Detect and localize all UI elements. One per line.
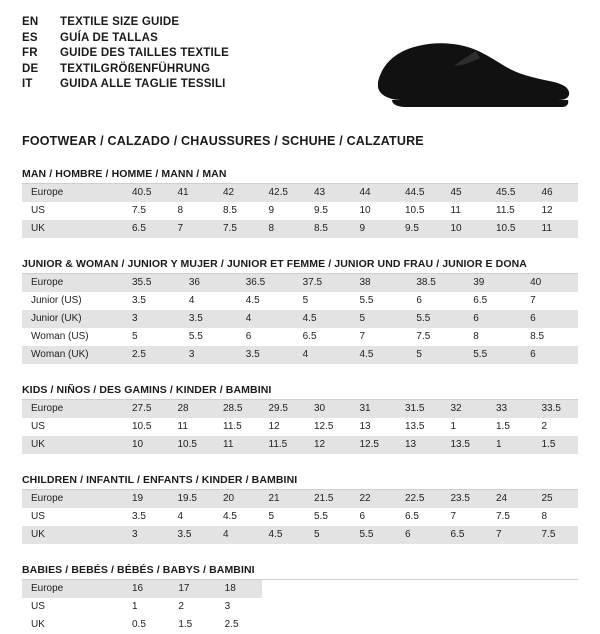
size-cell: 11: [214, 436, 260, 454]
language-code: EN: [22, 16, 39, 28]
size-cell: 31.5: [396, 400, 442, 418]
size-cell: 22.5: [396, 490, 442, 508]
language-title: TEXTILE SIZE GUIDE: [60, 16, 180, 28]
size-cell: 6: [521, 346, 578, 364]
table-row: [22, 490, 578, 508]
row-label: Woman (US): [22, 328, 123, 346]
size-cell: 8: [464, 328, 521, 346]
row-label: Europe: [22, 274, 123, 292]
size-cell: 12: [305, 436, 351, 454]
size-cell: 12.5: [351, 436, 397, 454]
size-cell: 23.5: [442, 490, 488, 508]
size-cell: 1.5: [169, 616, 215, 634]
size-cell: 1: [123, 598, 169, 616]
row-label: Woman (UK): [22, 346, 123, 364]
size-cell: 20: [214, 490, 260, 508]
section-title-man: MAN / HOMBRE / HOMME / MANN / MAN: [22, 168, 578, 184]
row-label: Europe: [22, 490, 123, 508]
table-row: [22, 526, 578, 544]
size-table-body: [22, 184, 578, 238]
size-cell: 5.5: [351, 292, 408, 310]
size-cell: 4.5: [294, 310, 351, 328]
row-label: UK: [22, 526, 123, 544]
size-cell: 39: [464, 274, 521, 292]
language-code: IT: [22, 78, 33, 90]
language-row: [22, 32, 229, 48]
size-cell: 5.5: [180, 328, 237, 346]
section-title-children: CHILDREN / INFANTIL / ENFANTS / KINDER / BAMBINI: [22, 474, 578, 490]
row-label: Junior (US): [22, 292, 123, 310]
size-cell: 29.5: [260, 400, 306, 418]
size-cell: 6: [464, 310, 521, 328]
size-table-children: [22, 490, 578, 544]
language-title: GUÍA DE TALLAS: [60, 31, 158, 44]
size-cell: 45.5: [487, 184, 533, 202]
size-cell: 16: [123, 580, 169, 598]
size-cell: 46: [533, 184, 579, 202]
size-cell: 5: [351, 310, 408, 328]
table-row: [22, 580, 262, 598]
language-row: [22, 47, 229, 63]
size-cell: 13.5: [442, 436, 488, 454]
table-row: [22, 436, 578, 454]
size-cell: 18: [216, 580, 262, 598]
size-cell: 41: [169, 184, 215, 202]
size-cell: 4: [294, 346, 351, 364]
language-row: [22, 16, 229, 32]
row-label: UK: [22, 436, 123, 454]
language-code: DE: [22, 62, 39, 75]
size-cell: 44: [351, 184, 397, 202]
size-cell: 44.5: [396, 184, 442, 202]
size-cell: 2.5: [216, 616, 262, 634]
language-row: [22, 63, 229, 79]
table-row: [22, 184, 578, 202]
size-cell: 9: [351, 220, 397, 238]
size-cell: 11.5: [260, 436, 306, 454]
size-cell: 30: [305, 400, 351, 418]
size-cell: 8.5: [521, 328, 578, 346]
size-cell: 5: [123, 328, 180, 346]
size-cell: 6.5: [464, 292, 521, 310]
size-cell: 21.5: [305, 490, 351, 508]
size-cell: 6: [237, 328, 294, 346]
size-cell: 3.5: [237, 346, 294, 364]
size-cell: 11: [169, 418, 215, 436]
size-cell: 5.5: [407, 310, 464, 328]
section-title-junior-woman: JUNIOR & WOMAN / JUNIOR Y MUJER / JUNIOR ET FEMME / JUNIOR UND FRAU / JUNIOR E DONA: [22, 258, 578, 274]
size-cell: 38.5: [407, 274, 464, 292]
size-cell: 43: [305, 184, 351, 202]
table-row: [22, 598, 262, 616]
size-cell: 36.5: [237, 274, 294, 292]
size-cell: 40.5: [123, 184, 169, 202]
table-row: [22, 292, 578, 310]
size-cell: 9.5: [305, 202, 351, 220]
table-row: [22, 274, 578, 292]
size-cell: 6: [521, 310, 578, 328]
size-cell: 2: [533, 418, 579, 436]
language-row: [22, 78, 229, 94]
size-cell: 10.5: [169, 436, 215, 454]
size-cell: 4: [169, 508, 215, 526]
table-row: [22, 202, 578, 220]
size-cell: 13: [351, 418, 397, 436]
size-cell: 10: [442, 220, 488, 238]
table-row: [22, 220, 578, 238]
size-cell: 3: [216, 598, 262, 616]
size-table-junior-woman: [22, 274, 578, 364]
size-cell: 7: [521, 292, 578, 310]
size-cell: 2.5: [123, 346, 180, 364]
size-cell: 7.5: [487, 508, 533, 526]
size-cell: 6.5: [123, 220, 169, 238]
size-cell: 42: [214, 184, 260, 202]
size-table-body: [22, 400, 578, 454]
size-cell: 5: [305, 526, 351, 544]
size-cell: 10.5: [487, 220, 533, 238]
row-label: US: [22, 508, 123, 526]
size-cell: 3.5: [180, 310, 237, 328]
table-row: [22, 616, 262, 634]
size-cell: 24: [487, 490, 533, 508]
language-title-body: [22, 16, 229, 94]
language-code: ES: [22, 31, 38, 44]
size-cell: 8.5: [305, 220, 351, 238]
size-cell: 7: [487, 526, 533, 544]
row-label: US: [22, 418, 123, 436]
section-man: [22, 168, 578, 238]
size-cell: 7: [351, 328, 408, 346]
language-title: GUIDA ALLE TAGLIE TESSILI: [60, 78, 226, 90]
size-cell: 28.5: [214, 400, 260, 418]
size-cell: 6.5: [294, 328, 351, 346]
size-cell: 6: [396, 526, 442, 544]
size-cell: 28: [169, 400, 215, 418]
size-cell: 6: [351, 508, 397, 526]
size-cell: 6.5: [396, 508, 442, 526]
table-row: [22, 508, 578, 526]
size-cell: 4: [180, 292, 237, 310]
section-title-kids: KIDS / NIÑOS / DES GAMINS / KINDER / BAMBINI: [22, 384, 578, 400]
size-cell: 5: [407, 346, 464, 364]
size-cell: 37.5: [294, 274, 351, 292]
size-cell: 8: [169, 202, 215, 220]
size-cell: 10: [351, 202, 397, 220]
size-cell: 31: [351, 400, 397, 418]
size-table-man: [22, 184, 578, 238]
row-label: Europe: [22, 184, 123, 202]
table-row: [22, 418, 578, 436]
size-cell: 1.5: [533, 436, 579, 454]
size-cell: 40: [521, 274, 578, 292]
size-cell: 8.5: [214, 202, 260, 220]
size-cell: 21: [260, 490, 306, 508]
size-cell: 4.5: [351, 346, 408, 364]
row-label: UK: [22, 616, 123, 634]
size-cell: 11: [533, 220, 579, 238]
language-title: GUIDE DES TAILLES TEXTILE: [60, 47, 229, 59]
size-cell: 9: [260, 202, 306, 220]
size-cell: 33.5: [533, 400, 579, 418]
size-cell: 12: [533, 202, 579, 220]
size-cell: 11.5: [214, 418, 260, 436]
size-cell: 22: [351, 490, 397, 508]
row-label: Junior (UK): [22, 310, 123, 328]
size-cell: 45: [442, 184, 488, 202]
language-title-list: [22, 16, 229, 94]
size-cell: 8: [533, 508, 579, 526]
size-cell: 10.5: [396, 202, 442, 220]
size-cell: 4.5: [260, 526, 306, 544]
size-cell: 5: [294, 292, 351, 310]
size-cell: 1: [487, 436, 533, 454]
size-cell: 6.5: [442, 526, 488, 544]
size-cell: 3.5: [123, 292, 180, 310]
size-table-kids: [22, 400, 578, 454]
size-cell: 42.5: [260, 184, 306, 202]
size-table-body: [22, 490, 578, 544]
size-cell: 12: [260, 418, 306, 436]
size-cell: 19.5: [169, 490, 215, 508]
size-cell: 13: [396, 436, 442, 454]
table-row: [22, 346, 578, 364]
size-cell: 5: [260, 508, 306, 526]
size-cell: 3: [180, 346, 237, 364]
size-cell: 5.5: [464, 346, 521, 364]
size-cell: 7: [169, 220, 215, 238]
row-label: US: [22, 598, 123, 616]
size-cell: 1.5: [487, 418, 533, 436]
size-cell: 10.5: [123, 418, 169, 436]
size-cell: 25: [533, 490, 579, 508]
row-label: Europe: [22, 580, 123, 598]
language-code: FR: [22, 47, 38, 59]
category-title: FOOTWEAR / CALZADO / CHAUSSURES / SCHUHE / CALZATURE: [22, 134, 424, 148]
size-cell: 13.5: [396, 418, 442, 436]
size-cell: 27.5: [123, 400, 169, 418]
size-table-body: [22, 274, 578, 364]
size-cell: 11: [442, 202, 488, 220]
size-cell: 4.5: [214, 508, 260, 526]
dress-shoe-icon: [372, 34, 572, 120]
size-cell: 7: [442, 508, 488, 526]
size-cell: 7.5: [214, 220, 260, 238]
size-cell: 8: [260, 220, 306, 238]
size-cell: 0.5: [123, 616, 169, 634]
size-cell: 3.5: [169, 526, 215, 544]
table-row: [22, 310, 578, 328]
size-table-babies: [22, 580, 262, 634]
size-cell: 35.5: [123, 274, 180, 292]
section-kids: [22, 384, 578, 454]
size-cell: 36: [180, 274, 237, 292]
size-cell: 6: [407, 292, 464, 310]
size-cell: 7.5: [407, 328, 464, 346]
section-junior-woman: [22, 258, 578, 364]
size-cell: 38: [351, 274, 408, 292]
header: [22, 16, 578, 120]
size-cell: 1: [442, 418, 488, 436]
section-babies: [22, 564, 578, 634]
size-cell: 3: [123, 526, 169, 544]
size-cell: 4: [237, 310, 294, 328]
size-cell: 4: [214, 526, 260, 544]
size-cell: 12.5: [305, 418, 351, 436]
size-cell: 32: [442, 400, 488, 418]
row-label: UK: [22, 220, 123, 238]
size-cell: 2: [169, 598, 215, 616]
section-title-babies: BABIES / BEBÉS / BÉBÉS / BABYS / BAMBINI: [22, 564, 578, 580]
size-cell: 10: [123, 436, 169, 454]
row-label: US: [22, 202, 123, 220]
size-cell: 3.5: [123, 508, 169, 526]
size-cell: 9.5: [396, 220, 442, 238]
table-row: [22, 328, 578, 346]
size-cell: 4.5: [237, 292, 294, 310]
size-cell: 7.5: [123, 202, 169, 220]
size-table-body: [22, 580, 262, 634]
size-cell: 17: [169, 580, 215, 598]
section-children: [22, 474, 578, 544]
size-cell: 19: [123, 490, 169, 508]
row-label: Europe: [22, 400, 123, 418]
size-cell: 5.5: [351, 526, 397, 544]
table-row: [22, 400, 578, 418]
size-cell: 33: [487, 400, 533, 418]
language-title: TEXTILGRÖßENFÜHRUNG: [60, 62, 211, 75]
size-cell: 3: [123, 310, 180, 328]
size-cell: 5.5: [305, 508, 351, 526]
size-cell: 7.5: [533, 526, 579, 544]
size-cell: 11.5: [487, 202, 533, 220]
